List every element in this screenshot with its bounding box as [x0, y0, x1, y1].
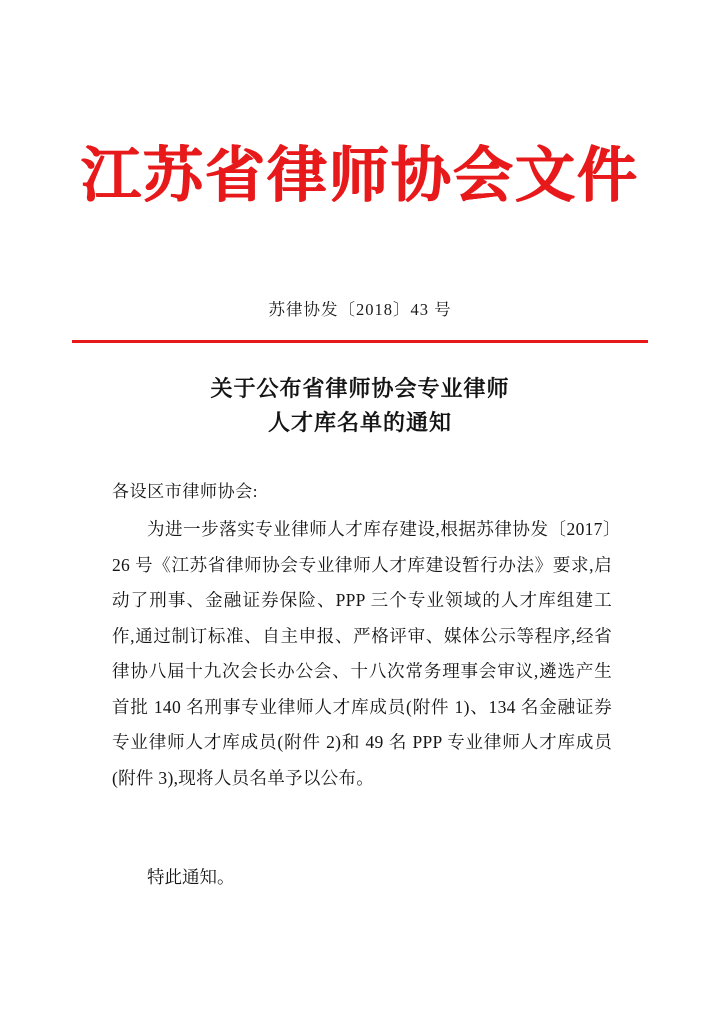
document-number: 苏律协发〔2018〕43 号: [268, 300, 452, 319]
body-paragraph: 为进一步落实专业律师人才库存建设,根据苏律协发〔2017〕26 号《江苏省律师协会专业律师人才库建设暂行办法》要求,启动了刑事、金融证券保险、PPP 三个专业领域的人才库组建工作,通过制订标准、自主申报、严格评审、媒体公示等程序,经省律协八届十九次会长办公会、十八次常务理事会审议,遴选产生首批 140 名刑事专业律师人才库成员(附件 1)、134 名金融证券专业律师人才库成员(附件 2)和 49 名 PPP 专业律师人才库成员(附件 3),现将人员名单予以公布。: [112, 519, 612, 788]
closing-text: [112, 860, 612, 896]
document-letterhead-title: 江苏省律师协会文件: [81, 141, 639, 211]
closing-paragraph: 特此通知。: [147, 867, 235, 887]
salutation: 各设区市律师协会:: [112, 482, 259, 501]
subject-line-2: 人才库名单的通知: [267, 410, 452, 435]
subject-line-1: 关于公布省律师协会专业律师: [210, 376, 510, 401]
body-text: [112, 512, 612, 796]
document-subject: [0, 372, 720, 440]
red-divider-rule: [72, 340, 648, 343]
